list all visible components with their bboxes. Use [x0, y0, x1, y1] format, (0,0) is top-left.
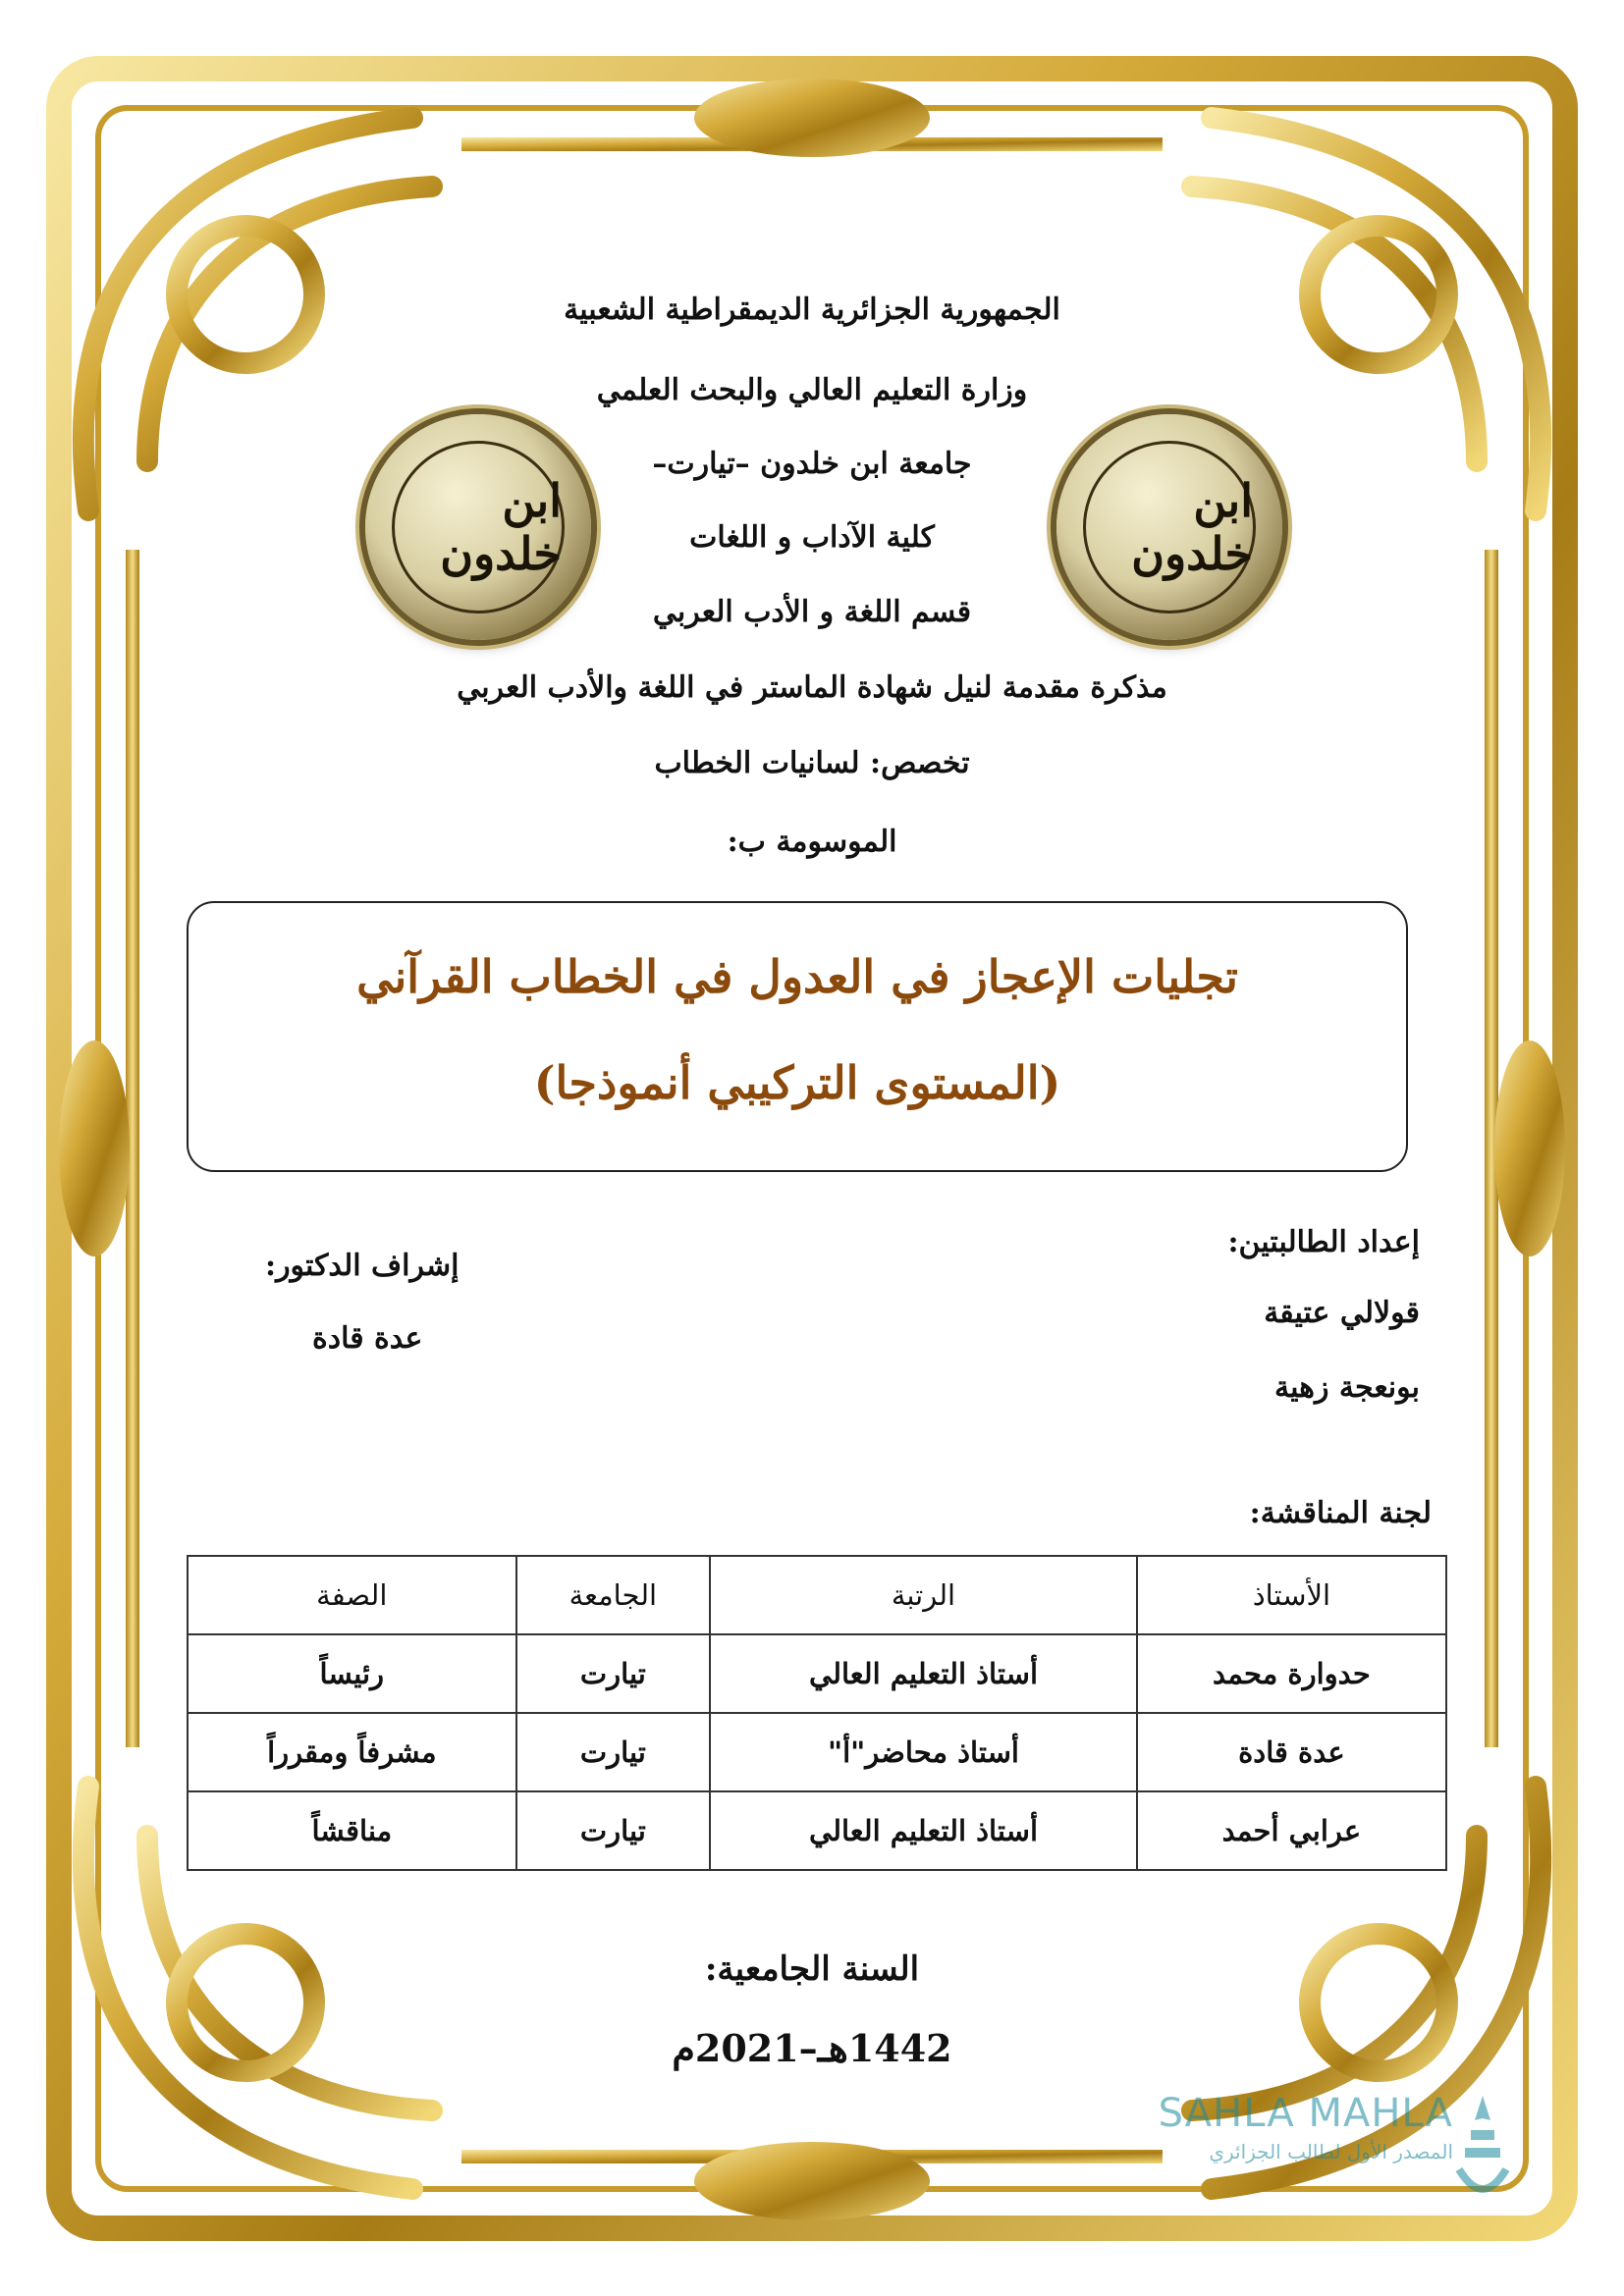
jury-university: تيارت [516, 1713, 711, 1791]
header-university: الجامعة [516, 1556, 711, 1634]
seal-text: ابن خلدون [392, 441, 565, 614]
header-professor: الأستاذ [1137, 1556, 1446, 1634]
jury-rank: أستاذ التعليم العالي [710, 1634, 1137, 1713]
table-header-row [188, 1556, 1446, 1634]
watermark-brand: SAHLA MAHLA [1158, 2091, 1453, 2136]
academic-year-label: السنة الجامعية: [704, 1949, 920, 1989]
header-role: الصفة [188, 1556, 516, 1634]
republic-name: الجمهورية الجزائرية الديمقراطية الشعبية [564, 293, 1060, 327]
table-row [188, 1791, 1446, 1870]
supervisor-name: عدة قادة [312, 1321, 423, 1356]
academic-year-value: 1442هـ–2021م [672, 2026, 952, 2070]
jury-role: مشرفاً ومقرراً [188, 1713, 516, 1791]
jury-rank: أستاذ التعليم العالي [710, 1791, 1137, 1870]
thesis-title-box [187, 901, 1408, 1172]
thesis-subtitle: (المستوى التركيبي أنموذجا) [533, 1056, 1061, 1109]
university-seal-left [365, 414, 591, 640]
faculty-name: كلية الآداب و اللغات [689, 520, 935, 555]
supervisor-label: إشراف الدكتور: [265, 1249, 460, 1283]
thesis-title: تجليات الإعجاز في العدول في الخطاب القرآني [356, 950, 1238, 1003]
sahla-mahla-watermark [1100, 2091, 1512, 2209]
jury-professor: حدوارة محمد [1137, 1634, 1446, 1713]
jury-role: مناقشاً [188, 1791, 516, 1870]
jury-table [187, 1555, 1447, 1871]
jury-professor: عدة قادة [1137, 1713, 1446, 1791]
department-name: قسم اللغة و الأدب العربي [652, 595, 972, 629]
header-rank: الرتبة [710, 1556, 1137, 1634]
watermark-tagline: المصدر الأول لطالب الجزائري [1209, 2140, 1453, 2163]
student-name-1: قولالي عتيقة [1264, 1296, 1420, 1330]
jury-professor: عرابي أحمد [1137, 1791, 1446, 1870]
jury-university: تيارت [516, 1791, 711, 1870]
ministry-name: وزارة التعليم العالي والبحث العلمي [596, 373, 1028, 407]
thesis-purpose: مذكرة مقدمة لنيل شهادة الماستر في اللغة والأدب العربي [457, 670, 1167, 705]
seal-text: ابن خلدون [1083, 441, 1256, 614]
jury-rank: أستاذ محاضر"أ" [710, 1713, 1137, 1791]
specialization: تخصص: لسانيات الخطاب [654, 746, 970, 780]
watermark-logo-icon [1453, 2091, 1512, 2209]
table-row [188, 1634, 1446, 1713]
jury-university: تيارت [516, 1634, 711, 1713]
university-seal-right [1056, 414, 1282, 640]
university-name: جامعة ابن خلدون –تيارت– [652, 447, 972, 481]
students-label: إعداد الطالبتين: [1227, 1225, 1420, 1259]
titled-label: الموسومة ب: [727, 825, 897, 859]
table-row [188, 1713, 1446, 1791]
student-name-2: بونعجة زهية [1273, 1370, 1420, 1405]
jury-role: رئيساً [188, 1634, 516, 1713]
jury-label: لجنة المناقشة: [1249, 1496, 1432, 1530]
